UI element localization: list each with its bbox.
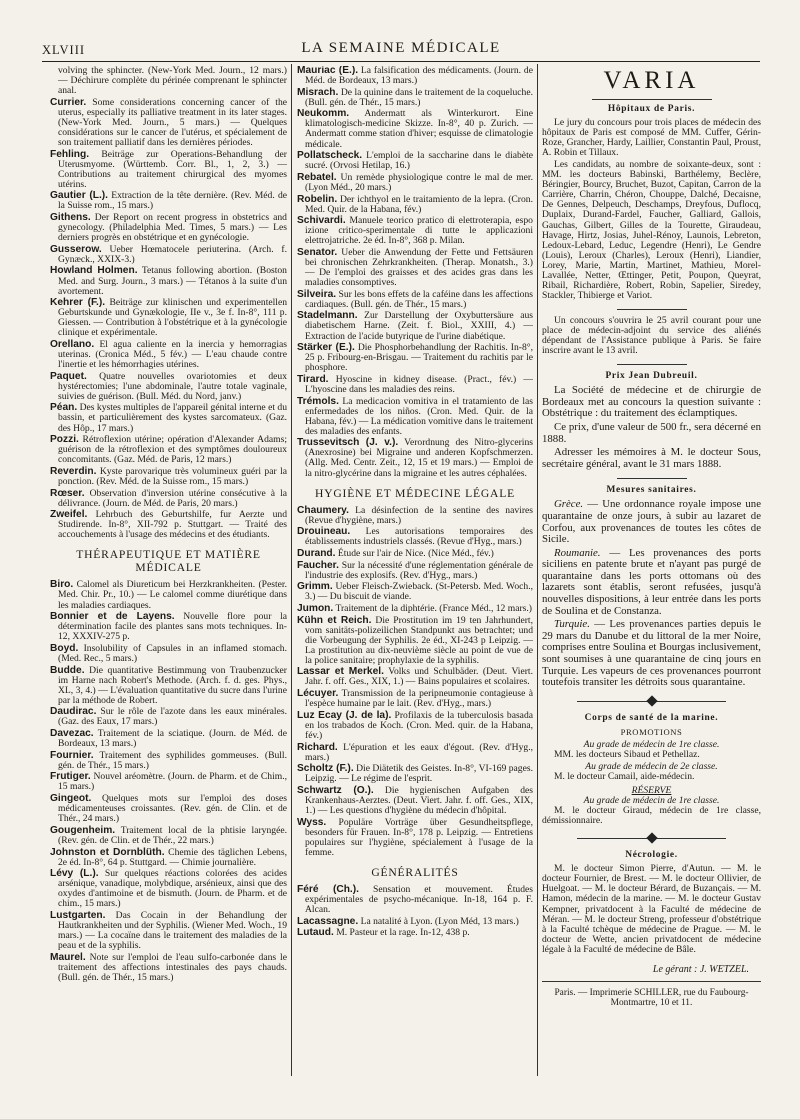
author-name: Schivardi. [297,215,346,227]
diamond-icon [646,833,657,844]
bibliography-entry [50,298,287,338]
entry-text: Traitement de la sciatique. (Journ. de Méd. de Bordeaux, 13 mars.) [58,728,287,750]
entry-text: Kyste parovarique très volumineux guéri par la ponction. (Rev. Méd. de la Suisse rom., 15 mars.) [58,465,287,487]
bibliography-entry [50,191,287,211]
bibliography-entry [50,953,287,983]
subheading-marine: Corps de santé de la marine. [584,712,719,723]
paragraph-text: — Une ordonnance royale impose une quarantaine de onze jours, à subir au lazaret de Corfou, aux provenances de toutes les côtes de Sicile. [542,498,761,546]
bibliography-entry [297,561,533,581]
entry-text: De la quinine dans le traitement de la coqueluche. (Bull. gén. de Thér., 15 mars.) [305,86,533,108]
entry-text: Ueber die Anwendung der Fette und Fettsäuren bei chronischen Zehrkrankheiten. (Therap. Monatsh., 3.) — De l'emploi des graisses et des acides gras dans les maladies consomptives. [305,246,533,289]
bibliography-entry [297,616,533,666]
author-name: Githens. [50,212,91,224]
separator [617,478,687,479]
author-name: Boyd. [50,642,79,654]
author-name: Howland Holmen. [50,265,138,277]
entry-text: Sur la nécessité d'une réglementation générale de l'industrie des explosifs. (Rev. d'Hyg., mars.) [305,559,533,581]
author-name: Budde. [50,664,85,676]
author-name: Gougenheim. [50,824,116,836]
section-heading-hygiene: HYGIÈNE ET MÉDECINE LÉGALE [315,486,515,500]
bibliography-entry [297,786,533,816]
bibliography-entry [297,343,533,373]
entry-text: Hyoscine in kidney disease. (Pract., fév.) — L'hyoscine dans les maladies des reins. [305,373,533,395]
author-name: Zweifel. [50,509,88,521]
bibliography-list [297,885,533,938]
entry-text: Die Phosphorbehandlung der Rachitis. In-8°, 25 p. Fribourg-en-Brisgau. — Traitement du rachitis par le phosphore. [305,342,533,374]
grade-heading: Au grade de médecin de 1re classe. [583,738,720,750]
author-name: Misrach. [297,86,339,98]
bibliography-entry [297,88,533,108]
entry-text: Observation d'inversion utérine consécutive à la délivrance. (Journ. de Méd. de Paris, 20 mars.) [58,487,287,509]
author-name: Biro. [50,579,74,591]
entry-text: La falsification des médicaments. (Journ. de Méd. de Bordeaux, 13 mars.) [305,66,533,87]
bibliography-list [297,506,533,858]
bibliography-entry [297,216,533,246]
author-name: Drouineau. [297,526,351,538]
bibliography-entry [297,506,533,526]
author-name: Rebatel. [297,171,337,183]
bibliography-entry [50,340,287,370]
entry-text: Insolubility of Capsules in an inflamed stomach. (Med. Rec., 5 mars.) [58,642,287,664]
entry-text: Rétroflexion utérine; opération d'Alexander Adams; guérison de la rétroflexion et des symptômes douloureux concomitants. (Gaz. Méd. de Paris, 12 mars.) [58,434,287,466]
grade-names: M. le docteur Giraud, médecin de 1re classe, démissionnaire. [542,805,761,827]
entry-text: Volks und Schulbäder. (Deut. Viert. Jahr. f. off. Ges., XIX, 1.) — Bains populaires et scolaires. [305,666,533,688]
author-name: Davezac. [50,728,94,740]
title-rule [592,99,712,100]
bibliography-entry [50,911,287,951]
entry-text: Die quantitative Bestimmung von Traubenzucker im Harne nach Robert's Methode. (Arch. f. d. ges. Phys., XL, 3, 4.) — L'évaluation quantitative du sucre dans l'urine par la méthode de Robert. [58,664,287,706]
bibliography-entry [50,644,287,664]
author-name: Paquet. [50,370,87,382]
varia-title: VARIA [603,67,700,94]
entry-text: Nouvel aréomètre. (Journ. de Pharm. et de Chim., 15 mars.) [58,771,287,793]
bibliography-entry [50,510,287,540]
author-name: Grimm. [297,581,333,593]
entry-text: Some considerations concerning cancer of the uterus, especially its palliative treatment in its later stages. (New-York Med. Journ., 5 mars.) — Quelques considérations sur le cancer de l'utérus, et spécialement de son traitement palliatif dans les dernières périodes. [58,96,287,148]
grade-names: MM. les docteurs Sibaud et Pethellaz. [554,748,700,760]
author-name: Durand. [297,547,336,559]
column-right [542,66,761,1066]
bibliography-entry [297,375,533,395]
header-rule [42,61,760,62]
author-name: Fournier. [50,749,94,761]
bibliography-list [297,66,533,479]
entry-text: Sur les bons effets de la caféine dans les affections cardiaques. (Bull. gén. de Thér., 15 mars.) [305,288,533,310]
author-name: Currier. [50,96,87,108]
entry-text: Das Cocain in der Behandlung der Hautkrankheiten und der Syphilis. (Wiener Med. Woch., 19 mars.) — La cocaïne dans le traitement des maladies de la peau et de la syphilis. [58,910,287,952]
ornament-separator [542,833,761,844]
bibliography-entry [50,869,287,909]
column-middle [297,66,533,1066]
bibliography-entry [297,818,533,858]
entry-text: Transmission de la peripneumonie contagieuse à l'espèce humaine par le lait. (Rev. d'Hyg., mars.) [305,688,533,710]
paragraph: M. le docteur Simon Pierre, d'Autun. — M. le docteur Fournier, de Brest. — M. le docteur Ollivier, de Huelgoat. — M. le docteur Bérard, de Buzançais. — M. Hamon, médecin de la marine. — M. le docteur Gustav Kempner, privatdocent à la Faculté de médecine de Méran. — M. le docteur Streng, professeur d'obstétrique à la Faculté tchèque de médecine de Prague. — M. le docteur de Wette, ancien privatdocent de médecine légale à la Faculté de médecine de Bâle. [542,863,761,955]
bibliography-entry [297,764,533,784]
bibliography-entry [297,311,533,341]
entry-text: Die Prostitution im 19 ten Jahrhundert, vom sanitäts-polizeilichen Standpunkt aus betrachtet; und die Vorbeugung der Syphilis. 2e éd., XI-243 p Leipzig. — La prostitution au dix-neuvième siècle au point de vue de la police sanitaire; prophylaxie de la syphilis. [305,614,533,666]
grade-heading: Au grade de médecin de 1re classe. [583,795,720,807]
bibliography-entry [50,772,287,792]
author-name: Scholtz (F.). [297,763,354,775]
bibliography-entry [297,885,533,915]
entry-text: Ueber Fleisch-Zwieback. (St-Petersb. Med. Woch., 3.) — Du biscuit de viande. [305,581,533,603]
author-name: Pollatscheck. [297,150,363,162]
author-name: Kehrer (F.). [50,297,106,309]
entry-text: Note sur l'emploi de l'eau sulfo-carbonée dans le traitement des affections intestinales des pays chauds. (Bull. gén. de Thér., 15 mars.) [58,951,287,983]
bibliography-entry [297,195,533,215]
reserve-label: RÉSERVE [631,785,672,797]
entry-text: Manuele teorico pratico di elettroterapia, espo izione critico-sperimentale di tutte le applicazioni elettrojatriche. 2e éd. In-8°, 368 p. Milan. [305,215,533,247]
country-label: Turquie. [554,618,590,631]
bibliography-entry [297,290,533,310]
author-name: Lustgarten. [50,910,106,921]
bibliography-entry [50,467,287,487]
author-name: Trémols. [297,395,339,407]
paragraph [542,619,761,689]
author-name: Gusserow. [50,243,102,255]
author-name: Neukomm. [297,108,350,120]
entry-text: El agua caliente en la inercia y hemorragias uterinas. (Cronica Méd., 5 fév.) — L'eau chaude contre l'inertie et les hémorrhagies utérines. [58,338,287,371]
author-name: Trussevitsch (J. v.). [297,437,399,449]
bibliography-entry [297,248,533,288]
subheading-prix: Prix Jean Dubreuil. [605,371,698,382]
entry-text: Andermatt als Winterkurort. Eine klimatologisch-medicine Skizze. In-8°, 40 p. Zurich. — Andermatt comme station d'hiver; esquisse de climatologie médicale. [305,108,533,150]
paragraph [542,499,761,545]
author-name: Rœser. [50,487,85,499]
bibliography-entry [297,438,533,478]
entry-text: La désinfection de la sentine des navires (Revue d'hygiène, mars.) [305,504,533,526]
bibliography-entry [297,109,533,149]
bibliography-entry [297,582,533,602]
entry-text: M. Pasteur et la rage. In-12, 438 p. [336,927,470,939]
bibliography-entry [297,151,533,171]
bibliography-entry [297,173,533,193]
author-name: Chaumery. [297,504,349,516]
bibliography-entry [50,245,287,265]
author-name: Jumon. [297,602,334,614]
entry-text: Profilaxis de la tuberculosis basada en los trabados de Koch. (Cron. Med. quir. de la Habana, fév.) [305,709,533,741]
bibliography-entry [50,266,287,296]
bibliography-entry [297,549,533,559]
author-name: Lassar et Merkel. [297,666,384,678]
entry-text: La medicacion vomitiva in el tratamiento de las enfermedades de los niños. (Cron. Med. Quir. de la Habana, fév.) — La médication vomitive dans le traitement des maladies des enfants. [305,395,533,437]
entry-text: L'emploi de la saccharine dans le diabète sucré. (Orvosi Hetilap, 16.) [305,150,533,172]
author-name: Reverdin. [50,465,97,477]
author-name: Stärker (E.). [297,342,355,354]
entry-text: Ueber Hœmatocele periuterina. (Arch. f. Gynæck., XXIX-3.) [58,243,287,265]
diamond-icon [646,695,657,706]
country-label: Roumanie. [554,546,601,559]
separator [617,364,687,365]
author-name: Senator. [297,246,338,258]
imprimerie-line: Paris. — Imprimerie SCHILLER, rue du Faubourg-Montmartre, 10 et 11. [542,981,761,1008]
country-label: Grèce. [554,498,584,511]
page-number: XLVIII [42,43,86,57]
entry-text: Extraction de la tête dernière. (Rev. Méd. de la Suisse rom., 15 mars.) [58,190,287,212]
bibliography-entry [50,213,287,243]
paragraph: Adresser les mémoires à M. le docteur Sous, secrétaire général, avant le 31 mars 1888. [542,446,761,470]
bibliography-entry [50,98,287,148]
entry-text: La natalité à Lyon. (Lyon Méd, 13 mars.) [360,915,519,927]
bibliography-entry [297,743,533,763]
author-name: Gautier (L.). [50,190,109,202]
column-left [50,66,287,1066]
entry-text: Sur quelques réactions colorées des acides arsénique, vanadique, molybdique, arsénieux, ainsi que des oxydes d'antimoine et de bismuth. (Journ. de Pharm. et de chim., 15 mars.) [58,868,287,910]
paragraph [542,548,761,618]
bibliography-entry [50,729,287,749]
bibliography-entry [297,604,533,614]
author-name: Daudirac. [50,706,97,718]
bibliography-entry [50,612,287,642]
entry-text: Sur le rôle de l'azote dans les eaux minérales. (Gaz. des Eaux, 17 mars.) [58,706,287,728]
author-name: Stadelmann. [297,310,358,322]
entry-text: volving the sphincter. (New-York Med. Journ., 12 mars.) — Déchirure complète du périnée comprenant le sphincter anal. [58,66,287,97]
bibliography-entry [50,435,287,465]
bibliography-entry [50,403,287,433]
entry-text: Les autorisations temporaires des établissements industriels classés. (Revue d'Hyg., mars.) [305,526,533,548]
entry-text: Die hygienischen Aufgaben des Krankenhaus-Aerztes. (Deut. Viert. Jahr. f. off. Ges., XIX, 1.) — Les questions d'hygiène du médecin d'hôpital. [305,784,533,816]
bibliography-entry [50,580,287,610]
author-name: Mauriac (E.). [297,66,359,76]
column-divider [537,64,538,1076]
bibliography-entry [50,666,287,706]
author-name: Bonnier et de Layens. [50,611,175,623]
author-name: Orellano. [50,338,95,350]
author-name: Luz Ecay (J. de la). [297,709,392,721]
entry-text: L'épuration et les eaux d'égout. (Rev. d'Hyg., mars.) [305,741,533,763]
paragraph: Un concours s'ouvrira le 25 avril courant pour une place de médecin-adjoint du service des aliénés dépendant de l'Assistance publique à Paris. Se faire inscrire avant le 13 avril. [542,314,761,357]
entry-text: Nouvelle flore pour la détermination facile des plantes sans mots techniques. In-12, XXXIV-275 p. [58,611,287,643]
bibliography-entry [297,689,533,709]
bibliography-entry [297,66,533,86]
entry-text: Die Diätetik des Geistes. In-8°, VI-169 pages. Leipzig. — Le régime de l'esprit. [305,763,533,785]
bibliography-entry [50,848,287,868]
promotions-label: PROMOTIONS [620,726,683,737]
entry-text: Un remède physiologique contre le mal de mer. (Lyon Méd., 20 mars.) [305,171,533,193]
paragraph: La Société de médecine et de chirurgie de Bordeaux met au concours la question suivante : Obstétrique : du traitement des éclamptiques. [542,384,761,420]
author-name: Pozzi. [50,434,79,446]
paragraph-text: — Les provenances parties depuis le 29 mars du Danube et du littoral de la mer Noire, comprises entre Soulina et Bourgas inclusivement, sont soumises à une quarantaine de cinq jours en Turquie. Les vapeurs de ces provenances pourront toutefois transiter les détroits sous quarantaine. [542,618,761,689]
entry-text: Traitement local de la phtisie laryngée. (Rev. gén. de Clin. et de Thér., 22 mars.) [58,824,287,846]
entry-text: Der Report on recent progress in obstetrics and gynecology. (Philadelphia Med. Times, 5 mars.) — Les derniers progrès en obstétrique et en gynécologie. [58,212,287,244]
author-name: Lutaud. [297,927,334,939]
entry-text: Zur Darstellung der Oxybuttersäure aus diabetischem Harne. (Zeit. f. Biol., XXIII, 4.) — Extraction de l'acide butyrique de l'urine diabétique. [305,310,533,342]
author-name: Schwartz (O.). [297,784,374,796]
author-name: Faucher. [297,559,339,571]
bibliography-entry [50,826,287,846]
entry-text: Verordnung des Nitro-glycerins (Anexrosine) bei Migraine und anderen Kopfschmerzen. (Allg. Med. Centr. Zeit., 12, 15 et 19 mars.) — Emploi de la nitro-glycérine dans la migraine et les autres céphalées. [305,437,533,479]
paragraph: Ce prix, d'une valeur de 500 fr., sera décerné en 1888. [542,420,761,445]
paragraph: Les candidats, au nombre de soixante-deux, sont : MM. les docteurs Babinski, Barthélemy, Beclère, Béringier, Bourcy, Bruchet, Buzot, Capitan, Carron de la Carrière, Charrin, Chéron, Chouppe, Dalché, Decaisne, De Gennes, Delpeuch, Deschamps, Dreyfous, Duflocq, Duplaix, Durand-Fardel, Faucher, Galliard, Gallois, Gauchas, Gilbert, Gilles de la Tourette, Giraudeau, Havage, Hirtz, Josias, Juhel-Rénoy, Launois, Lebreton, Ledoux-Lebard, Leduc, Legendre (Henri), Le Gendre (Louis), Leroux (Charles), Leroux (Henri), Liandier, Lorey, Marie, Martin, Martinet, Mathieu, Morel-Lavallée, Netter, Œttinger, Petit, Poupon, Queyrat, Ribail, Richardière, Robert, Robin, Sapelier, Siredey, Stackler, Thibierge et Variot. [542,159,761,301]
grade-heading: Au grade de médecin de 2e classe. [585,761,718,773]
bibliography-list [50,66,287,540]
subheading-mesures: Mesures sanitaires. [606,485,697,496]
bibliography-entry [50,66,287,96]
author-name: Richard. [297,741,338,753]
entry-text: Chemie des täglichen Lebens, 2e éd. In-8°, 64 p. Stuttgard. — Chimie journalière. [58,846,287,868]
bibliography-entry [297,527,533,547]
entry-text: Tetanus following abortion. (Boston Med. and Surg. Journ., 3 mars.) — Tétanos à la suite d'un avortement. [58,265,287,297]
entry-text: Quelques mots sur l'emploi des doses médicamenteuses croissantes. (Rev. gén. de Clin. et de Thér., 24 mars.) [58,793,287,825]
author-name: Kühn et Reich. [297,614,372,626]
entry-text: Des kystes multiples de l'appareil génital interne et du bassin, et particulièrement des kystes sarcomateux. (Gaz. des Hôp., 17 mars.) [58,402,287,434]
entry-text: Étude sur l'air de Nice. (Nice Méd., fév.) [337,547,494,559]
section-heading-therapeutique: THÉRAPEUTIQUE ET MATIÈRE MÉDICALE [76,548,261,575]
bibliography-entry [297,397,533,437]
page-header [42,40,760,60]
entry-text: Traitement de la diphtérie. (France Méd., 12 mars.) [335,602,532,614]
entry-text: Sensation et mouvement. Études expérimentales de psycho-mécanique. In-18, 164 p. F. Alcan. [305,883,533,915]
bibliography-entry [50,751,287,771]
bibliography-entry [297,917,533,927]
entry-text: Calomel als Diureticum bei Herzkrankheiten. (Pester. Med. Chir. Pr., 10.) — Le calomel comme diurétique dans les maladies cardiaques. [58,579,287,611]
paragraph-text: — Les provenances des ports siciliens en patente brute et n'ayant pas purgé de quarantaine dans les ports ottomans où des lazarets sont établis, seront refusées, jusqu'à nouvelles dispositions, à leur entrée dans les ports de Soulina et de Constanza. [542,546,761,617]
entry-text: Beiträge zur Operations-Behandlung der Uterusmyome. (Württemb. Corr. Bl., 1, 2, 3.) — Contributions au traitement chirurgical des myomes utérins. [58,148,287,190]
entry-text: Beiträge zur klinischen und experimentellen Geburtskunde und Gynækologie, IIe v., 3e f. In-8°, 111 p. Giessen. — Contribution à l'obstétrique et à la gynécologie clinique et expérimentale. [58,297,287,339]
bibliography-entry [50,150,287,190]
column-divider [291,64,292,1076]
bibliography-entry [297,928,533,938]
grade-names: M. le docteur Camail, aide-médecin. [554,771,695,783]
bibliography-entry [50,489,287,509]
author-name: Tirard. [297,373,329,385]
author-name: Péan. [50,402,78,414]
author-name: Johnston et Dornblüth. [50,846,165,858]
entry-text: Der ichthyol en le traitamiento de la lepra. (Cron. Med. Quir. de la Habana, fév.) [305,193,533,215]
bibliography-entry [50,707,287,727]
entry-text: Quatre nouvelles ovariotomies et deux hystérectomies; l'une abdominale, l'autre totale vaginale, suivies de guérison. (Bull. Méd. du Nord, janv.) [58,370,287,402]
author-name: Robelin. [297,193,338,205]
author-name: Maurel. [50,951,86,963]
subheading-hopitaux: Hôpitaux de Paris. [607,104,696,114]
author-name: Lévy (L.). [50,868,99,880]
author-name: Gingeot. [50,793,92,805]
author-name: Silveira. [297,288,337,300]
author-name: Fehling. [50,148,90,160]
author-name: Lacassagne. [297,915,359,927]
entry-text: Populäre Vorträge über Gesundheitspflege, besonders für Frauen. In-8°, 178 p. Leipzig. — Entretiens populaires sur l'hygiène, spécialement à l'usage de la femme. [305,816,533,858]
bibliography-entry [297,711,533,741]
bibliography-entry [297,667,533,687]
author-name: Wyss. [297,816,327,828]
gerant-signature: Le gérant : J. WETZEL. [652,963,749,975]
author-name: Féré (Ch.). [297,883,359,895]
subheading-necrologie: Nécrologie. [625,850,678,861]
entry-text: Lehrbuch des Geburtshilfe, fur Aerzte und Studirende. In-8°, XII-792 p. Stuttgart. — Traité des accouchements à l'usage des médecins et des étudiants. [58,509,287,541]
bibliography-entry [50,372,287,402]
ornament-separator [542,696,761,707]
section-heading-generalites: GÉNÉRALITÉS [371,865,459,879]
author-name: Frutiger. [50,771,91,783]
bibliography-entry [50,794,287,824]
paragraph: Le jury du concours pour trois places de médecin des hôpitaux de Paris est composé de MM. Cuffer, Gérin-Roze, Grancher, Hardy, Laillier, Constantin Paul, Proust, A. Robin et Tillaux. [542,117,761,159]
journal-title: LA SEMAINE MÉDICALE [301,40,501,56]
author-name: Lécuyer. [297,688,339,700]
bibliography-list [50,580,287,983]
separator [617,309,687,310]
entry-text: Traitement des syphilides gommeuses. (Bull. gén. de Thér., 15 mars.) [58,749,287,771]
